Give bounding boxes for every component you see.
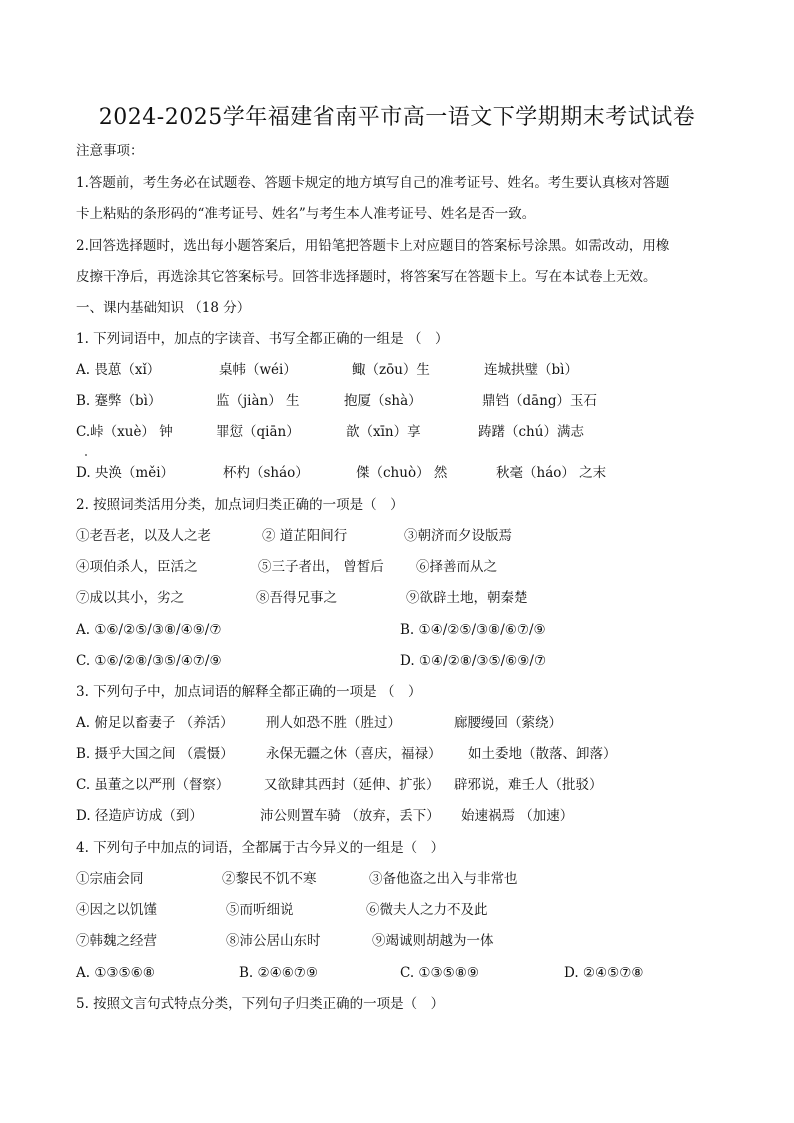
q1-option-row [76,422,736,442]
q1-option-cell: 罪愆（qiān） [216,424,300,440]
q1-stem: 1. 下列词语中，加点的字读音、书写全都正确的一组是 （ ） [76,331,449,347]
q1-option-cell: 连城拱璧（bì） [484,362,578,378]
q2-item: ⑥择善而从之 [416,559,497,575]
q3-option-cell: A. 俯足以畜妻子 （养活） [76,715,234,731]
q4-answer-option: C. ①③⑤⑧⑨ [400,965,479,981]
q4-item-row [76,869,736,889]
q1-option-cell: C.峠（xuè） 钟 [76,424,173,440]
q1-option-row [76,463,736,483]
q2-item: ③朝济而夕设版焉 [404,528,512,544]
q1-option-cell: 秋毫（háo） 之末 [496,465,607,481]
q2-answer-row [76,651,736,671]
q3-option-cell: 永保无疆之休（喜庆，福禄） [266,746,442,762]
q4-answer-row [76,963,736,983]
q1-option-cell: 桌帏（wéi） [219,362,297,378]
q4-stem: 4. 下列句子中加点的词语，全都属于古今异义的一组是（ ） [76,840,445,856]
notice-line: 卡上粘贴的条形码的“准考证号、姓名”与考生本人准考证号、姓名是否一致。 [76,206,536,222]
q1-option-cell: 杯杓（sháo） [223,465,309,481]
notice-line: 2.回答选择题时，选出每小题答案后，用铅笔把答题卡上对应题目的答案标号涂黑。如需改动，用橡 [76,238,670,254]
q4-item: ⑨竭诚则胡越为一体 [372,933,494,949]
q4-item: ⑤而听细说 [226,902,294,918]
q2-item: ② 道芷阳间行 [262,528,348,544]
q2-item: ④项伯杀人，臣活之 [76,559,198,575]
q3-option-cell: D. 径造庐访成（到） [76,808,203,824]
notice-heading: 注意事项： [76,143,144,159]
section-heading: 一、课内基础知识 （18 分） [76,300,251,316]
q4-answer-option: A. ①③⑤⑥⑧ [76,965,155,981]
q3-option-cell: 辟邪说，难壬人（批驳） [454,777,603,793]
q3-option-cell: 沛公则置车骑 （放弃，丢下） [260,808,440,824]
q1-option-cell: D. 央涣（měi） [76,465,175,481]
q4-item: ③备他盗之出入与非常也 [369,871,518,887]
notice-line: 皮擦干净后，再选涂其它答案标号。回答非选择题时，将答案写在答题卡上。写在本试卷上无效。 [76,269,657,285]
q2-answer-option: C. ①⑥/②⑧/③⑤/④⑦/⑨ [76,653,222,669]
q1-option-cell: 监（jiàn） 生 [216,393,300,409]
q2-item: ⑤三子者出， 曾皙后 [258,559,384,575]
q1-option-cell: A. 畏葸（xǐ） [76,362,161,378]
exam-title: 2024-2025学年福建省南平市高一语文下学期期末考试试卷 [98,105,696,130]
notice-line: 1.答题前，考生务必在试题卷、答题卡规定的地方填写自己的准考证号、姓名。考生要认真核对答题 [76,175,670,191]
q2-item: ①老吾老，以及人之老 [76,528,211,544]
q2-answer-option: A. ①⑥/②⑤/③⑧/④⑨/⑦ [76,622,222,638]
q4-item: ⑦韩魏之经营 [76,933,157,949]
q2-item-row [76,526,736,546]
q4-item: ②黎民不饥不寒 [222,871,317,887]
q1-option-cell: 抱厦（shà） [344,393,422,409]
q3-option-row [76,713,736,733]
q3-option-cell: 始速祸焉 （加速） [461,808,574,824]
q4-item: ①宗庙会同 [76,871,144,887]
q1-option-cell: 鲰（zōu）生 [352,362,430,378]
q3-option-row [76,775,736,795]
q1-option-cell: B. 蹇弊（bì） [76,393,162,409]
q3-option-cell: 刑人如恐不胜（胜过） [266,715,401,731]
q3-option-cell: 如土委地（散落、卸落） [468,746,617,762]
q4-item-row [76,931,736,951]
q2-item: ⑨欲辟土地，朝秦楚 [406,590,528,606]
q2-item: ⑧吾得兄事之 [256,590,337,606]
q5-stem: 5. 按照文言句式特点分类，下列句子归类正确的一项是（ ） [76,996,445,1012]
q1-option-row [76,391,736,411]
q3-option-row [76,806,736,826]
q4-item: ⑥微夫人之力不及此 [366,902,488,918]
q3-option-cell: 廊腰缦回（萦绕） [454,715,562,731]
q4-item: ④因之以饥馑 [76,902,157,918]
q4-answer-option: B. ②④⑥⑦⑨ [239,965,319,981]
q3-option-cell: B. 摄乎大国之间 （震慑） [76,746,234,762]
q2-item-row [76,557,736,577]
q2-answer-option: B. ①④/②⑤/③⑧/⑥⑦/⑨ [400,622,546,638]
q3-option-cell: 又欲肆其西封（延伸、扩张） [264,777,440,793]
q2-item-row [76,588,736,608]
q2-answer-row [76,620,736,640]
q2-stem: 2. 按照词类活用分类，加点词归类正确的一项是（ ） [76,497,404,513]
q1-option-cell: 踌躇（chú）满志 [478,424,584,440]
q4-answer-option: D. ②④⑤⑦⑧ [564,965,644,981]
q1-option-cell: 傑（chuò） 然 [356,465,448,481]
q4-item-row [76,900,736,920]
q1-option-cell: 鼎铛（dāng）玉石 [482,393,598,409]
q4-item: ⑧沛公居山东时 [226,933,321,949]
q1-option-cell: 歆（xīn）享 [346,424,421,440]
q3-stem: 3. 下列句子中，加点词语的解释全都正确的一项是 （ ） [76,684,422,700]
q2-answer-option: D. ①④/②⑧/③⑤/⑥⑨/⑦ [400,653,547,669]
q3-option-cell: C. 虽董之以严刑（督察） [76,777,230,793]
q2-item: ⑦成以其小，劣之 [76,590,184,606]
q3-option-row [76,744,736,764]
emphasis-dot [85,454,87,456]
q1-option-row [76,360,736,380]
